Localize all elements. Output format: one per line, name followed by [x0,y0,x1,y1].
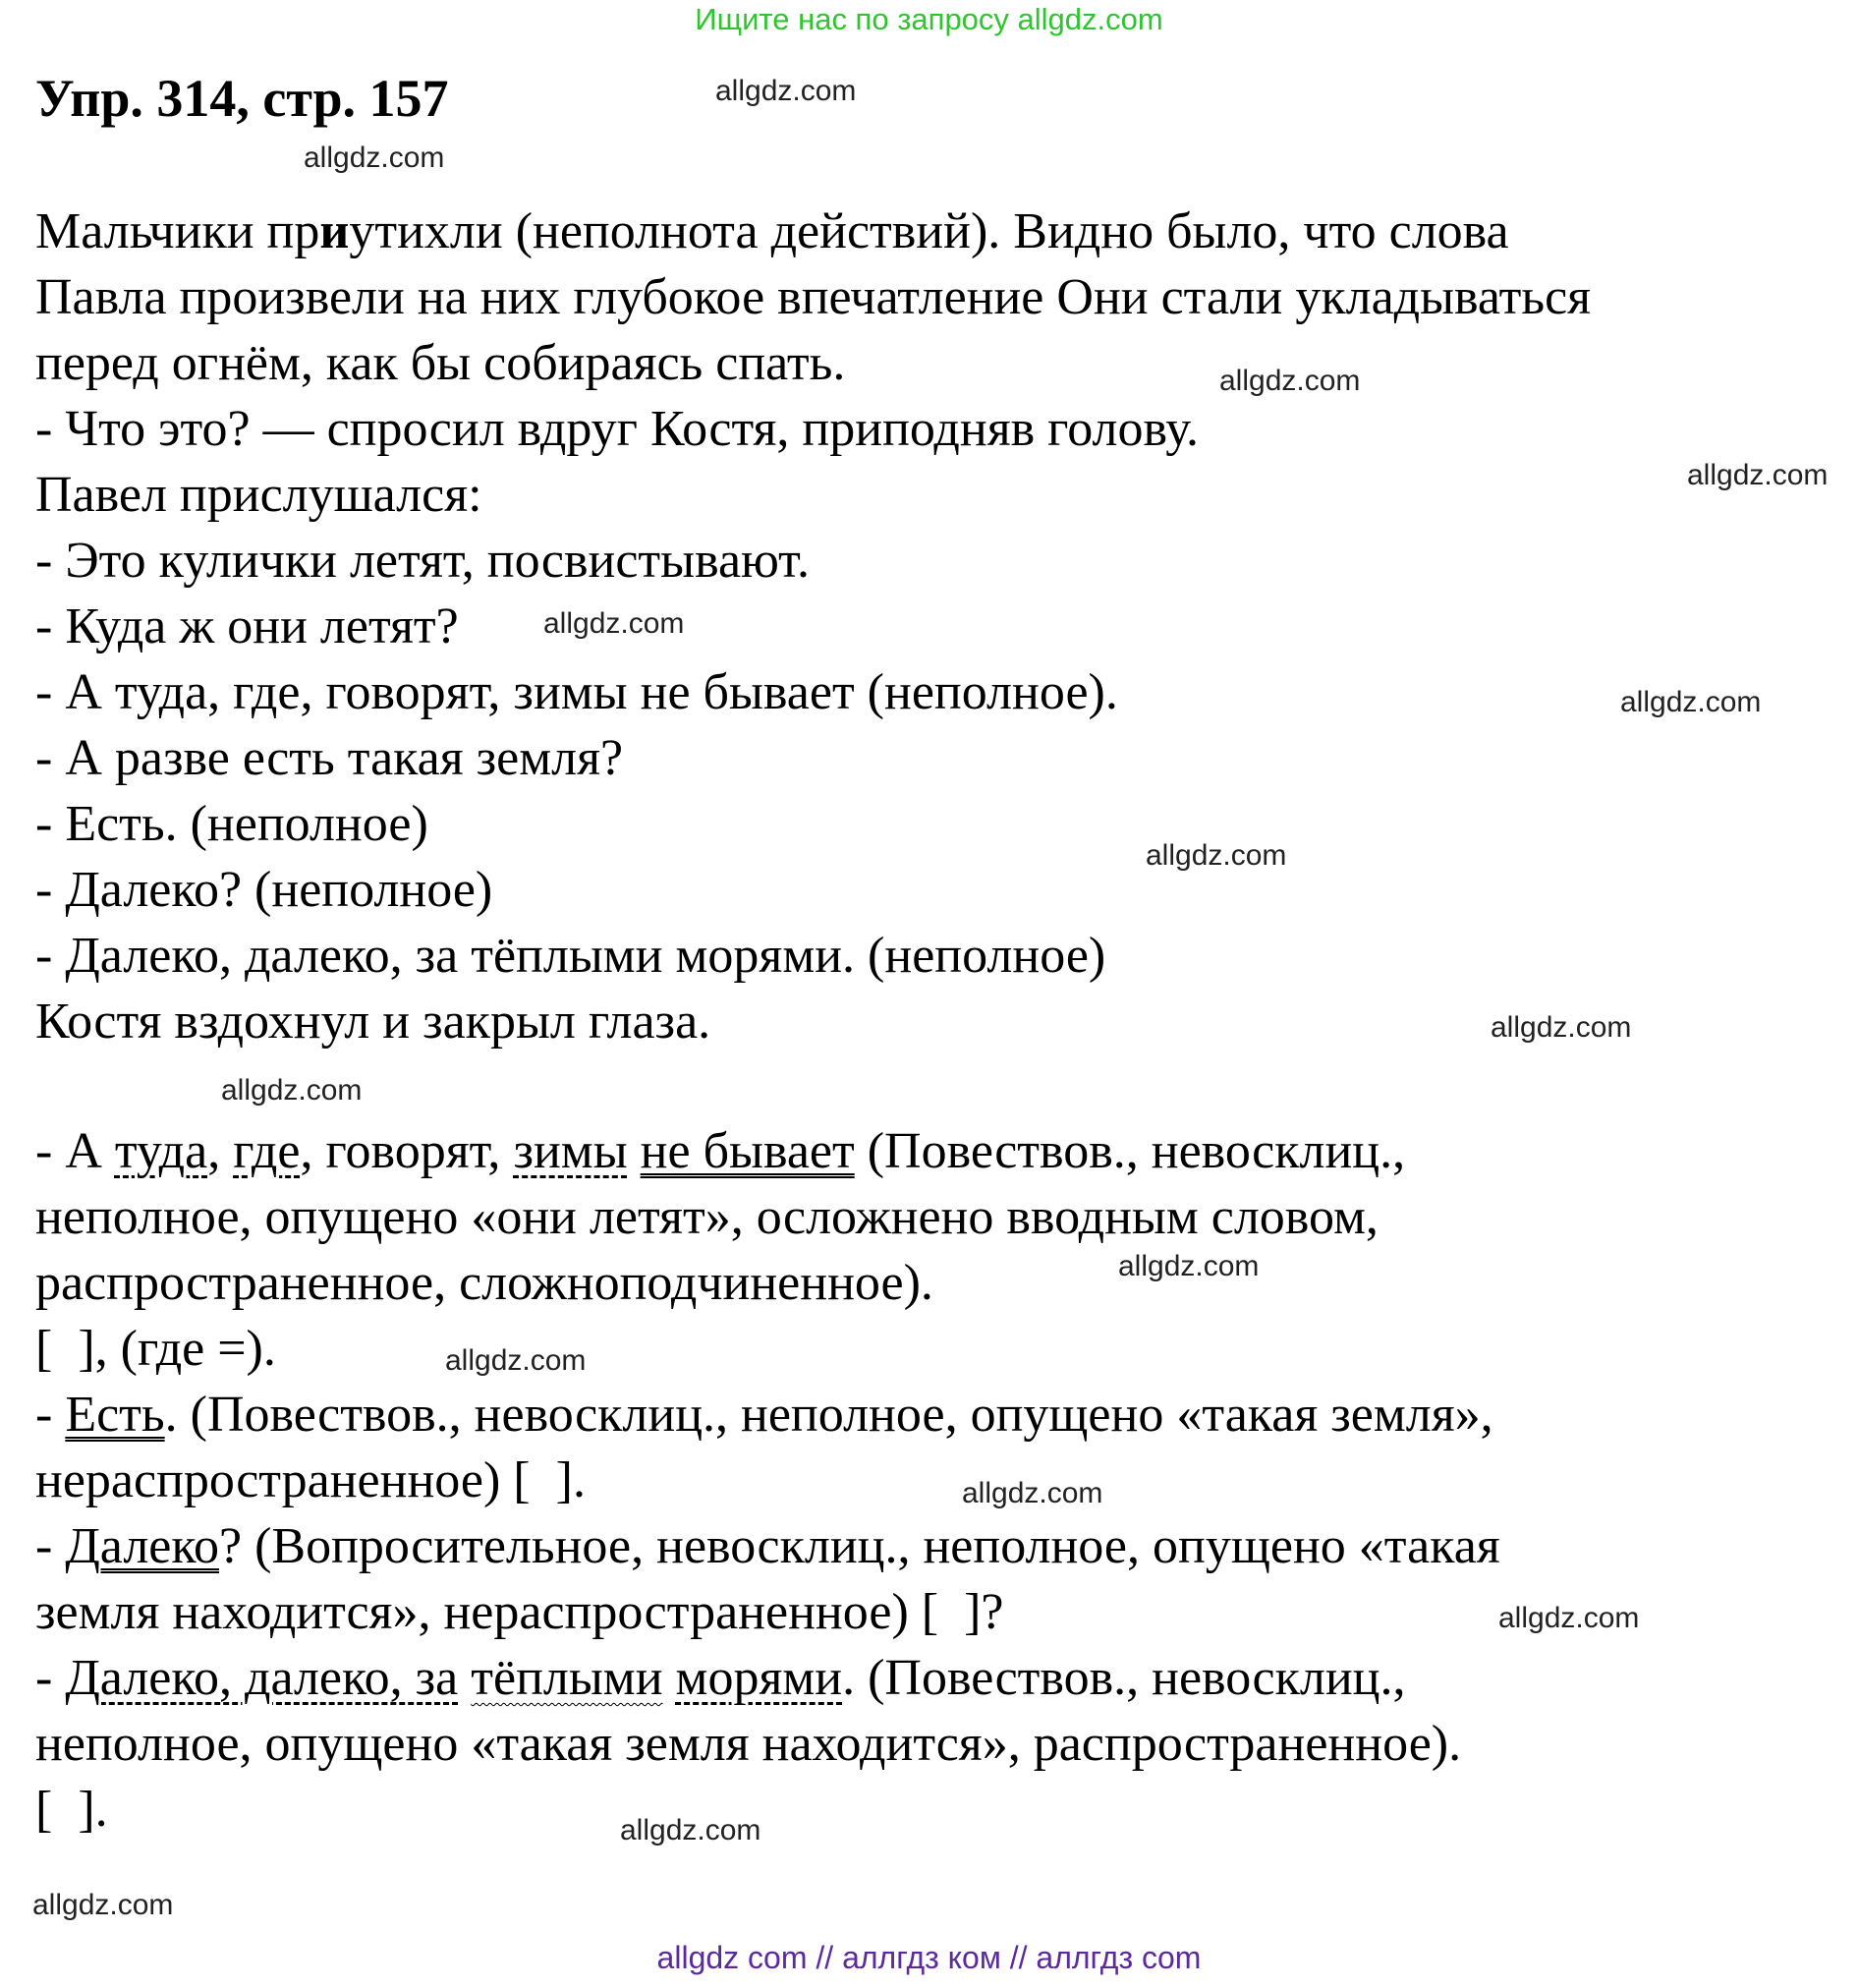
watermark: allgdz.com [1620,686,1762,718]
text-line [35,989,1591,1054]
text-line [35,1250,1500,1316]
text-line [35,725,1591,791]
marked-word: Есть [65,1387,165,1443]
text-segment: Костя вздохнул и закрыл глаза. [35,994,711,1050]
text-segment [663,1650,676,1706]
watermark: allgdz.com [1118,1250,1260,1282]
text-segment: - Далеко? (неполное) [35,862,493,918]
marked-word: тёплыми [471,1650,663,1706]
text-line [35,857,1591,923]
text-segment: - А [35,1123,115,1179]
text-segment: утихли (неполнота действий). Видно было, что слова [349,203,1509,259]
text-segment: [ ], (где =). [35,1321,276,1377]
exercise-title: Упр. 314, стр. 157 [35,69,449,128]
watermark: allgdz.com [1491,1011,1632,1044]
text-segment: - [35,1387,66,1443]
text-segment: неполное, опущено «такая земля находится», распространенное). [35,1716,1462,1772]
text-segment: . (Повествов., невосклиц., [842,1650,1406,1706]
marked-word: и [319,203,350,259]
watermark: allgdz.com [1146,839,1287,872]
text-segment: земля находится», нераспространенное) [ ]? [35,1584,1004,1640]
text-line [35,1579,1500,1645]
text-segment: , говорят, [300,1123,514,1179]
top-banner: Ищите нас по запросу allgdz.com [695,2,1163,36]
text-line [35,396,1591,462]
text-segment [628,1123,641,1179]
text-segment: нераспространенное) [ ]. [35,1452,586,1508]
watermark: allgdz.com [221,1074,363,1107]
sentence-analysis [35,1118,1500,1843]
text-line [35,1711,1500,1777]
exercise-text [35,199,1591,1054]
text-segment: - [35,1650,66,1706]
text-segment: [ ]. [35,1782,108,1838]
watermark: allgdz.com [620,1814,761,1846]
text-segment: - А туда, где, говорят, зимы не бывает (неполное). [35,664,1118,720]
watermark: allgdz.com [1498,1602,1640,1634]
watermark: allgdz.com [304,142,445,174]
text-line [35,923,1591,989]
watermark: allgdz.com [32,1889,174,1921]
text-segment: - А разве есть такая земля? [35,730,624,786]
text-segment: Павла произвели на них глубокое впечатление Они стали укладываться [35,269,1592,325]
text-line [35,462,1591,528]
marked-word: Далеко, далеко, за [65,1650,459,1706]
text-segment: - [35,1518,66,1574]
watermark: allgdz.com [962,1477,1103,1509]
text-line [35,528,1591,594]
text-segment: ? (Вопросительное, невосклиц., неполное, опущено «такая [219,1518,1500,1574]
text-line [35,1316,1500,1382]
text-segment [458,1650,471,1706]
text-segment: - Это кулички летят, посвистывают. [35,533,810,589]
text-line [35,199,1591,264]
text-segment: неполное, опущено «они летят», осложнено вводным словом, [35,1189,1379,1245]
footer-links: allgdz com // аллгдз ком // аллгдз com [656,1940,1202,1975]
text-line [35,791,1591,857]
watermark: allgdz.com [1687,459,1829,491]
text-line [35,1184,1500,1250]
text-segment: Павел прислушался: [35,467,482,523]
marked-word: зимы [513,1123,628,1179]
text-segment: перед огнём, как бы собираясь спать. [35,335,846,391]
text-line [35,1777,1500,1843]
text-line [35,1513,1500,1579]
text-segment: - Что это? — спросил вдруг Костя, приподняв голову. [35,401,1200,457]
text-segment: - Далеко, далеко, за тёплыми морями. (неполное) [35,928,1106,984]
marked-word: не бывает [640,1123,855,1179]
watermark: allgdz.com [445,1344,587,1377]
text-line [35,1645,1500,1711]
watermark: allgdz.com [1219,365,1361,397]
text-segment: , [207,1123,234,1179]
text-line [35,1118,1500,1184]
text-segment: Мальчики пр [35,203,320,259]
text-line [35,264,1591,330]
watermark: allgdz.com [715,75,857,107]
text-segment: распространенное, сложноподчиненное). [35,1255,933,1311]
text-segment: . (Повествов., невосклиц., неполное, опущено «такая земля», [164,1387,1493,1443]
text-line [35,659,1591,725]
watermark: allgdz.com [543,607,685,640]
text-line [35,594,1591,659]
marked-word: туда [114,1123,208,1179]
text-line [35,1382,1500,1448]
text-segment: (Повествов., невосклиц., [854,1123,1406,1179]
marked-word: морями [675,1650,843,1706]
text-segment: - Есть. (неполное) [35,796,428,852]
text-segment: - Куда ж они летят? [35,598,459,654]
marked-word: где [233,1123,301,1179]
marked-word: Далеко [65,1518,219,1574]
text-line [35,1448,1500,1513]
